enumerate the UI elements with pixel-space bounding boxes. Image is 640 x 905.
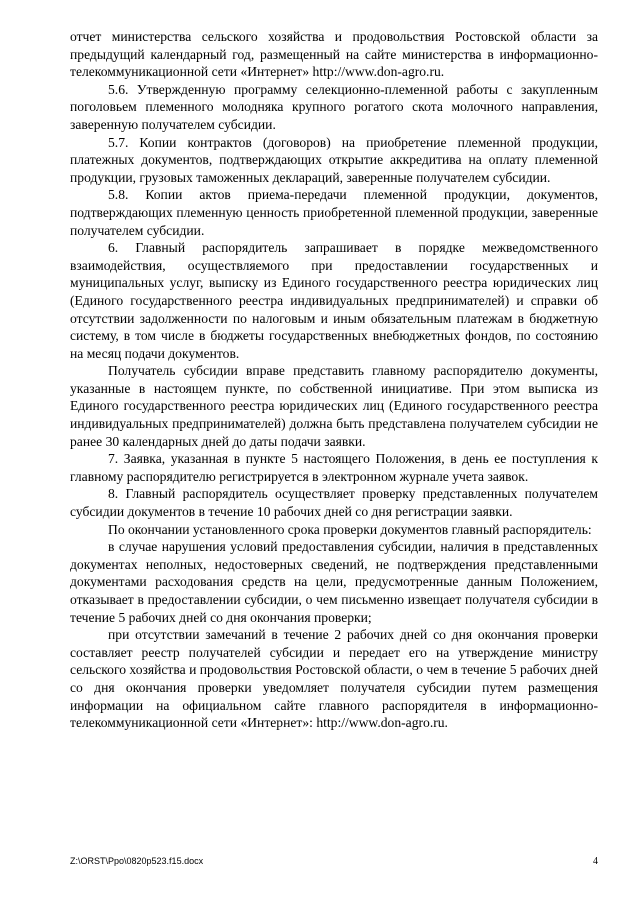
- document-body: [70, 28, 598, 732]
- paragraph-6-recipient-right: Получатель субсидии вправе представить главному распорядителю документы, указанные в настоящем пункте, по собственной инициативе. При этом выписка из Единого государственного реестра юридических лиц (Единого государственного реестра индивидуальных предпринимателей) должна быть представлена получателем субсидии не ранее 30 календарных дней до даты подачи заявки.: [70, 363, 598, 449]
- footer-file-path: Z:\ORST\Ppo\0820p523.f15.docx: [70, 856, 204, 866]
- paragraph-6: 6. Главный распорядитель запрашивает в порядке межведомственного взаимодействия, осуществляемого при предоставлении государственных и муниципальных услуг, выписку из Единого государственного реестра юридических лиц (Единого государственного реестра индивидуальных предпринимателей) и справки об отсутствии задолженности по налоговым и иным обязательным платежам в бюджетную систему, в том числе в бюджеты государственных внебюджетных фондов, по состоянию на месяц подачи документов.: [70, 240, 598, 361]
- paragraph-5-6: 5.6. Утвержденную программу селекционно-племенной работы с закупленным поголовьем племенного молодняка крупного рогатого скота молочного направления, заверенную получателем субсидии.: [70, 81, 598, 132]
- paragraph-5-7: 5.7. Копии контрактов (договоров) на приобретение племенной продукции, платежных документов, подтверждающих открытие аккредитива на оплату племенной продукции, грузовых таможенных деклараций, заверенные получателем субсидии.: [70, 134, 598, 185]
- paragraph-8: 8. Главный распорядитель осуществляет проверку представленных получателем субсидии документов в течение 10 рабочих дней со дня регистрации заявки.: [70, 486, 598, 520]
- page-number: 4: [593, 856, 598, 867]
- paragraph-8-after-check: По окончании установленного срока проверки документов главный распорядитель:: [108, 521, 592, 537]
- paragraph-8-refusal: в случае нарушения условий предоставления субсидии, наличия в представленных документах неполных, недостоверных сведений, не подтверждения представленными документами расходования средств на цели, предусмотренные данным Положением, отказывает в предоставлении субсидии, о чем письменно извещает получателя субсидии в течение 5 рабочих дней со дня окончания проверки;: [70, 539, 598, 625]
- paragraph-8-approval: при отсутствии замечаний в течение 2 рабочих дней со дня окончания проверки составляет реестр получателей субсидии и передает его на утверждение министру сельского хозяйства и продовольствия Ростовской области, о чем в течение 5 рабочих дней со дня окончания проверки уведомляет получателя субсидии путем размещения информации на официальном сайте главного распорядителя в информационно-телекоммуникационной сети «Интернет»: http://www.don-agro.ru.: [70, 627, 598, 731]
- paragraph-report-continuation: отчет министерства сельского хозяйства и продовольствия Ростовской области за предыдущий календарный год, размещенный на сайте министерства в информационно-телекоммуникационной сети «Интернет» http://www.don-agro.ru.: [70, 29, 598, 80]
- paragraph-7: 7. Заявка, указанная в пункте 5 настоящего Положения, в день ее поступления к главному распорядителю регистрируется в электронном журнале учета заявок.: [70, 451, 598, 484]
- paragraph-5-8: 5.8. Копии актов приема-передачи племенной продукции, документов, подтверждающих племенную ценность приобретенной племенной продукции, заверенные получателем субсидии.: [70, 187, 598, 238]
